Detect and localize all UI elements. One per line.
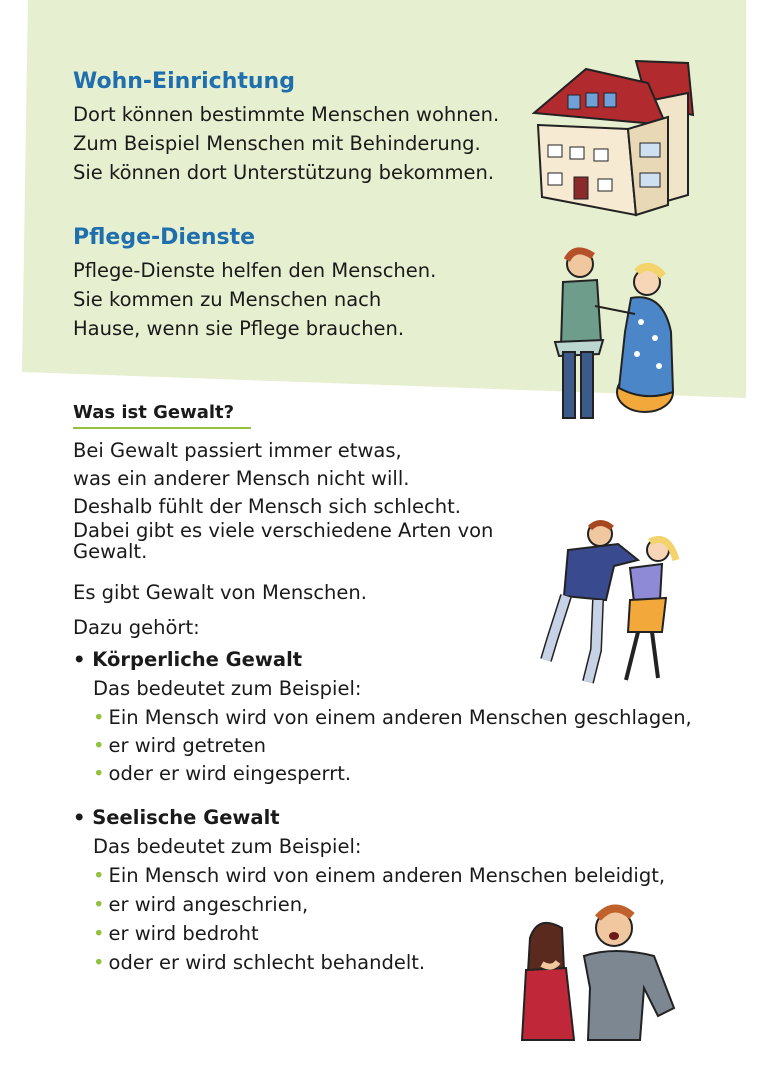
bullet: • [73,806,86,829]
green-bullet: • [93,864,105,887]
green-bullet: • [93,922,105,945]
heading-underline [73,427,251,429]
list-item-text: er wird getreten [108,734,266,757]
koerperliche-gewalt-heading [73,645,302,675]
gewalt-p3: Dazu gehört: [73,616,200,639]
list-item [93,919,259,949]
gewalt-intro-4: Dabei gibt es viele verschiedene Arten von [73,519,494,542]
gewalt-intro-5: Gewalt. [73,540,148,563]
heading-was-ist-gewalt: Was ist Gewalt? [73,402,235,423]
list-item-text: Ein Mensch wird von einem anderen Menschen geschlagen, [108,706,692,729]
list-item [93,890,308,920]
house-illustration [528,55,698,220]
pflege-line-3: Hause, wenn sie Pflege brauchen. [73,317,405,340]
gewalt-intro-3: Deshalb fühlt der Mensch sich schlecht. [73,495,461,518]
seelisch-sub: Das bedeutet zum Beispiel: [93,835,362,858]
heading-wohn-einrichtung: Wohn-Einrichtung [73,69,295,94]
green-bullet: • [93,762,105,785]
psychological-violence-illustration [518,898,686,1043]
caregiver-illustration [545,242,695,430]
wohn-line-2: Zum Beispiel Menschen mit Behinderung. [73,132,481,155]
list-item-text: oder er wird schlecht behandelt. [108,951,426,974]
list-item [93,861,665,891]
pflege-line-2: Sie kommen zu Menschen nach [73,288,382,311]
green-bullet: • [93,893,105,916]
heading-pflege-dienste: Pflege-Dienste [73,225,256,250]
list-item-text: oder er wird eingesperrt. [108,762,352,785]
list-item-text: Ein Mensch wird von einem anderen Menschen beleidigt, [108,864,666,887]
gewalt-intro-2: was ein anderer Mensch nicht will. [73,467,410,490]
koerperliche-gewalt-title: Körperliche Gewalt [92,648,303,671]
seelische-gewalt-title: Seelische Gewalt [92,806,280,829]
gewalt-intro-1: Bei Gewalt passiert immer etwas, [73,439,402,462]
koerperlich-sub: Das bedeutet zum Beispiel: [93,677,362,700]
physical-violence-illustration [538,520,688,698]
gewalt-p2: Es gibt Gewalt von Menschen. [73,581,367,604]
bullet: • [73,648,86,671]
wohn-line-3: Sie können dort Unterstützung bekommen. [73,161,495,184]
pflege-line-1: Pflege-Dienste helfen den Menschen. [73,259,437,282]
green-bullet: • [93,734,105,757]
seelische-gewalt-heading [73,803,280,833]
green-bullet: • [93,706,105,729]
list-item [93,759,351,789]
list-item [93,948,425,978]
green-bullet: • [93,951,105,974]
list-item [93,731,266,761]
list-item-text: er wird bedroht [108,922,259,945]
wohn-line-1: Dort können bestimmte Menschen wohnen. [73,103,500,126]
list-item-text: er wird angeschrien, [108,893,309,916]
list-item [93,703,692,733]
